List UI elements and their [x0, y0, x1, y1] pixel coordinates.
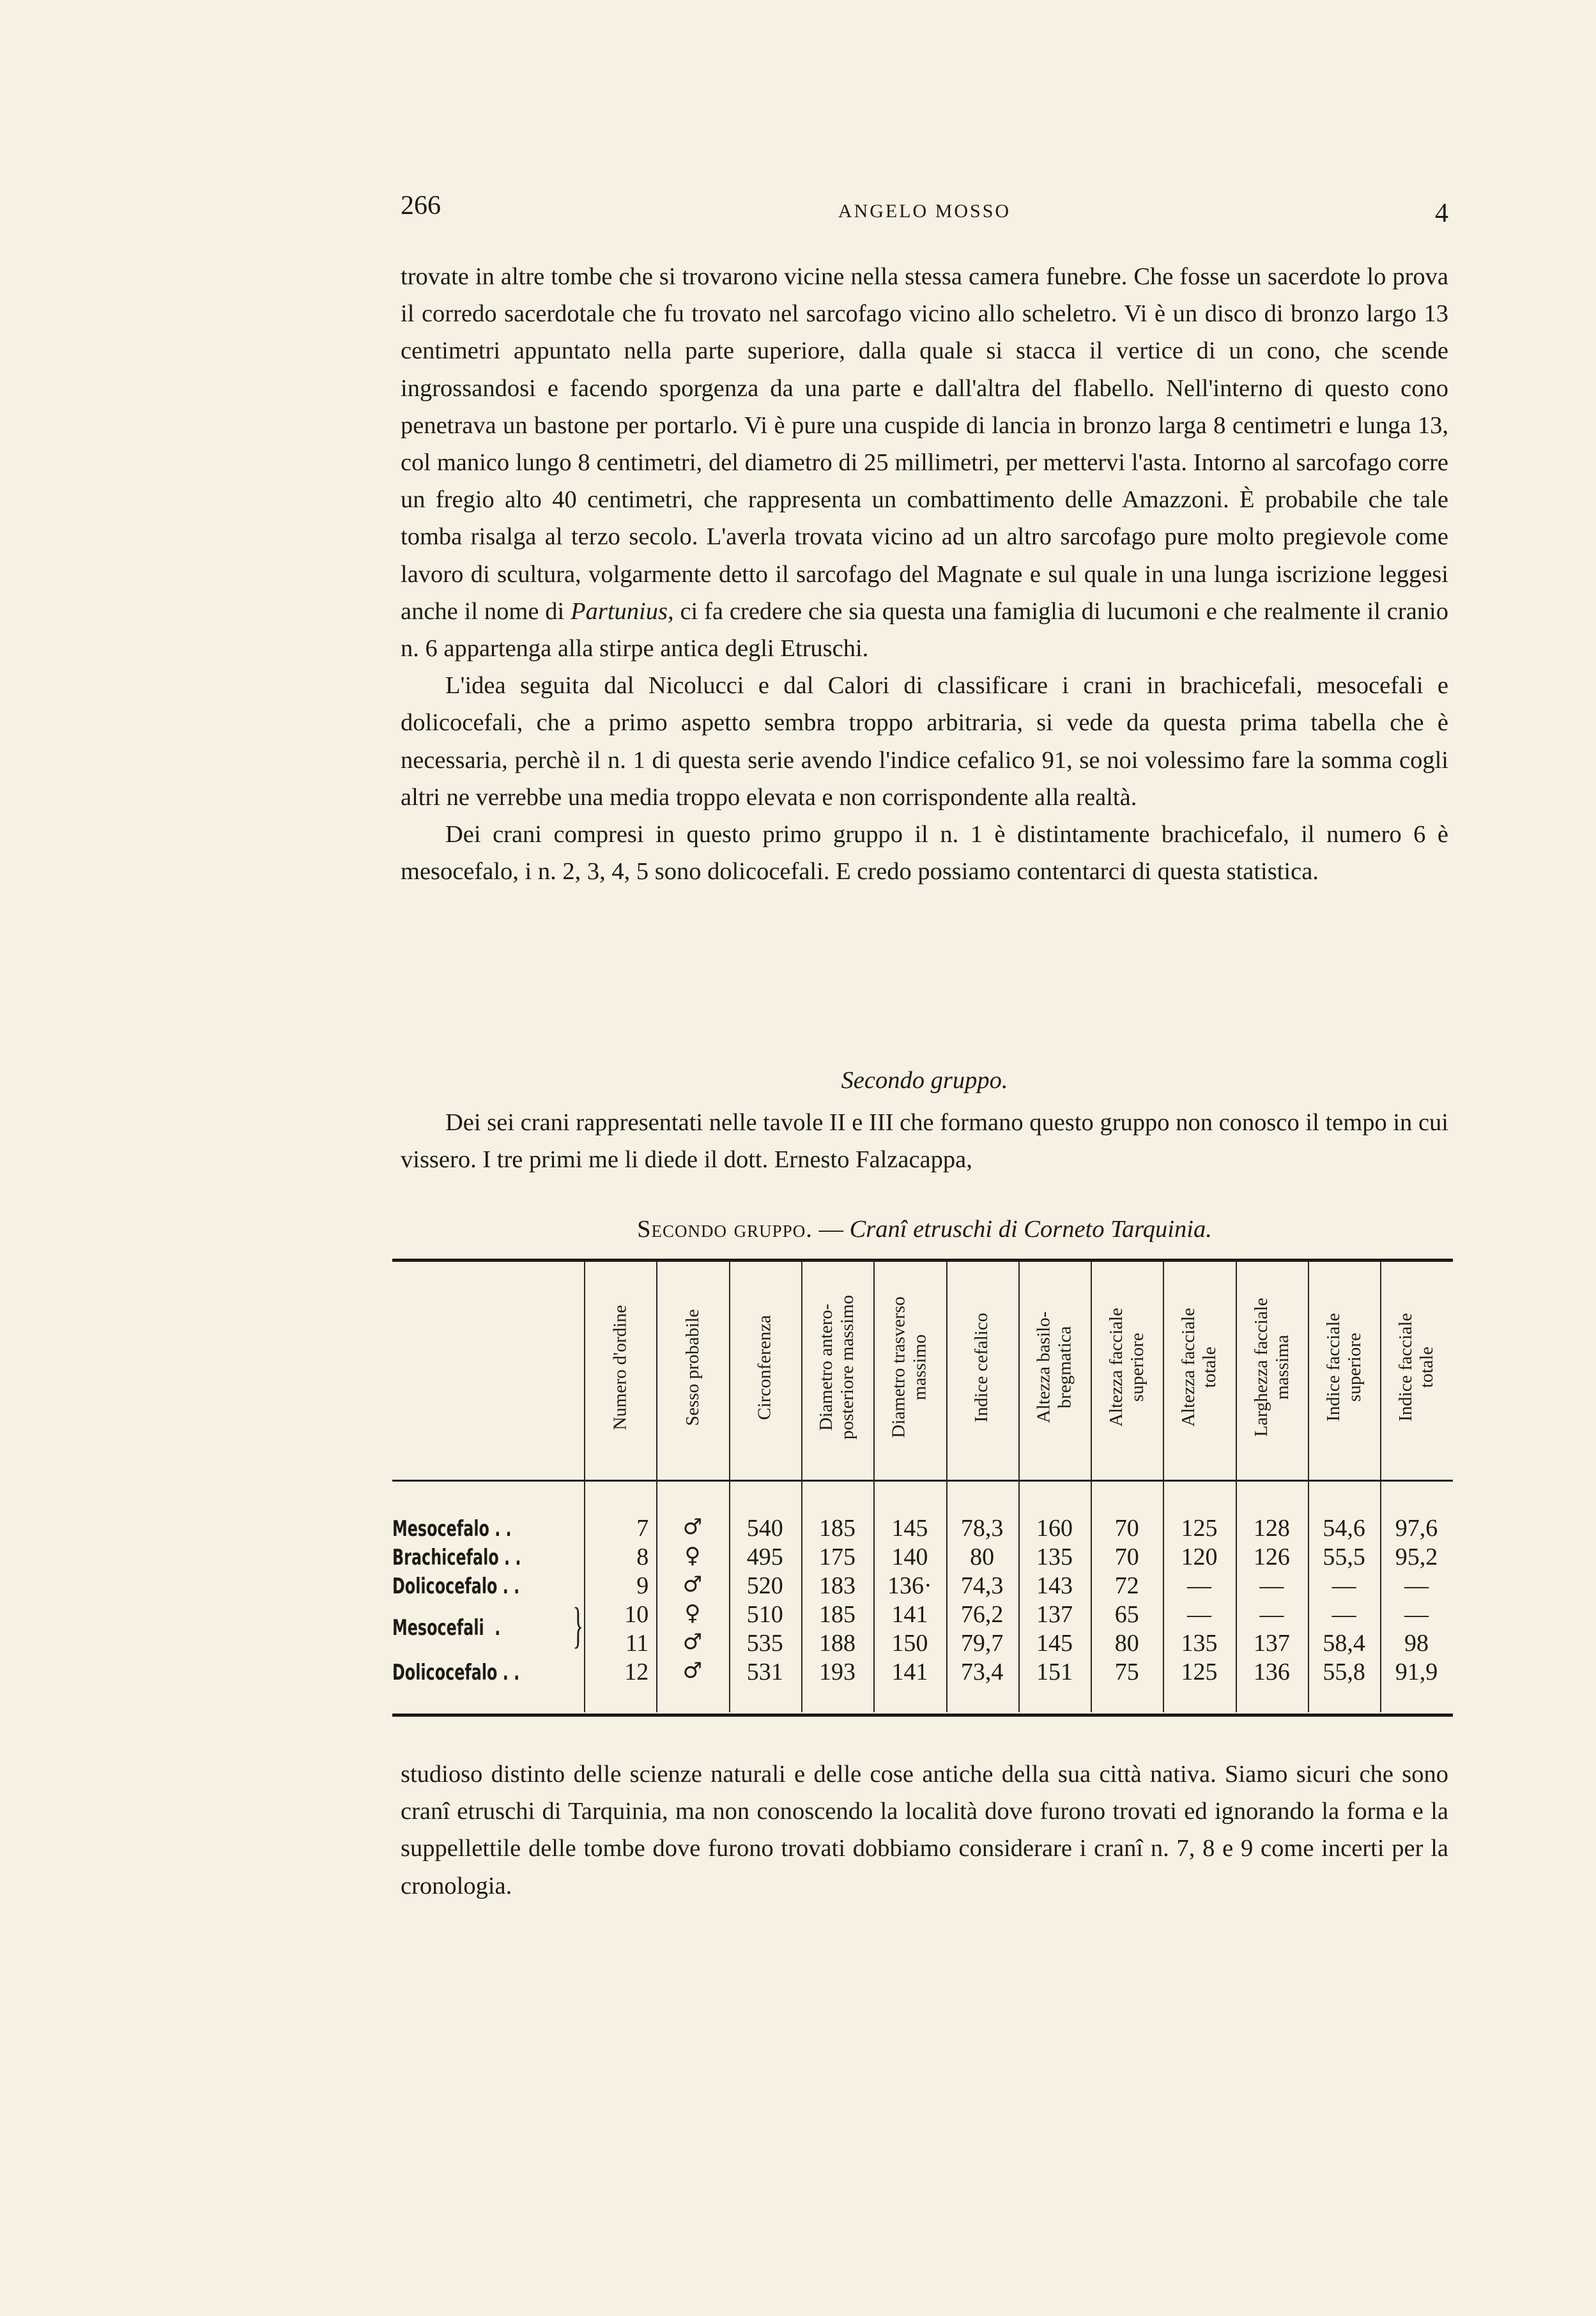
table-column-header: Indice facciale superiore: [1323, 1313, 1365, 1422]
body-text-top: [401, 258, 1448, 890]
table-cell: 8: [636, 1544, 649, 1570]
table-cell: 11: [625, 1630, 649, 1657]
table-cell: 141: [891, 1601, 928, 1628]
table-cell: 120: [1181, 1544, 1218, 1570]
table-cell: 185: [819, 1515, 856, 1542]
table-cell: 510: [746, 1601, 783, 1628]
paragraph: trovate in altre tombe che si trovarono vicine nella stessa camera funebre. Che fosse un sacerdote lo prova il corredo sacerdotale che fu trovato nel sarcofago vicino allo scheletro. Vi è un disco di bronzo largo 13 centimetri appuntato nella parte superiore, dalla quale si stacca il vertice di un cono, che scende ingrossandosi e facendo sporgenza da una parte e dall'altra del flabello. Nell'interno di questo cono penetrava un bastone per portarlo. Vi è pure una cuspide di lancia in bronzo larga 8 centimetri e lunga 13, col manico lungo 8 centimetri, del diametro di 25 millimetri, per mettervi l'asta. Intorno al sarcofago corre un fregio alto 40 centimetri, che rappresenta un combattimento delle Amazzoni. È probabile che tale tomba risalga al terzo secolo. L'averla trovata vicino ad un altro sarcofago pure molto pregievole come lavoro di scultura, volgarmente detto il sarcofago del Magnate e sul quale in una lunga iscrizione leggesi anche il nome di Partunius, ci fa credere che sia questa una famiglia di lucumoni e che realmente il cranio n. 6 appartenga alla stirpe antica degli Etruschi.: [401, 263, 1448, 663]
table-column-header: Indice facciale totale: [1395, 1313, 1437, 1422]
table-cell: 70: [1114, 1544, 1139, 1570]
table-cell: —: [1259, 1572, 1284, 1599]
page-header: [401, 190, 1448, 229]
table-cell: 91,9: [1395, 1659, 1438, 1685]
table-cell: —: [1404, 1601, 1429, 1628]
table-rule-bottom: [392, 1714, 1453, 1717]
italic-name: Partunius,: [571, 597, 674, 625]
table-column-header: Circonferenza: [754, 1314, 775, 1420]
table-rule-header: [392, 1480, 1453, 1482]
caption-title: Cranî etruschi di Corneto Tarquinia.: [849, 1216, 1212, 1243]
table-cell: ♀: [684, 1600, 701, 1626]
table-cell: 540: [746, 1515, 783, 1542]
table-cell: ♂: [682, 1629, 703, 1655]
table-column-header: Numero d'ordine: [610, 1304, 631, 1430]
table-cell: 80: [970, 1544, 995, 1570]
table-cell: 175: [819, 1544, 856, 1570]
table-cell: —: [1331, 1572, 1356, 1599]
body-text-mid: [401, 1104, 1448, 1178]
table-cell: 9: [636, 1572, 649, 1599]
table-cell: 74,3: [960, 1572, 1004, 1599]
table-cell: 135: [1036, 1544, 1073, 1570]
table-column-header: Altezza basilo- bregmatica: [1033, 1311, 1075, 1423]
table-cell: 78,3: [960, 1515, 1004, 1542]
table-cell: 143: [1036, 1572, 1073, 1599]
table-cell: 65: [1114, 1601, 1139, 1628]
table-row-label: Dolicocefalo . .: [392, 1574, 520, 1599]
table-cell: 128: [1253, 1515, 1290, 1542]
table-cell: —: [1259, 1601, 1284, 1628]
table-cell: ♀: [684, 1543, 701, 1568]
table-cell: 125: [1181, 1659, 1218, 1685]
table-cell: 72: [1114, 1572, 1139, 1599]
table-cell: 137: [1036, 1601, 1073, 1628]
table-cell: 140: [891, 1544, 928, 1570]
table-cell: —: [1187, 1572, 1212, 1599]
table-rule-top: [392, 1259, 1453, 1262]
table-column-header: Sesso probabile: [682, 1308, 703, 1426]
table-cell: 495: [746, 1544, 783, 1570]
table-cell: 160: [1036, 1515, 1073, 1542]
table-row-label: Mesocefali .: [392, 1615, 501, 1641]
table-cell: 125: [1181, 1515, 1218, 1542]
table-cell: —: [1331, 1601, 1356, 1628]
paragraph: Dei crani compresi in questo primo gruppo il n. 1 è distintamente brachicefalo, il numero 6 è mesocefalo, i n. 2, 3, 4, 5 sono dolicocefali. E credo possiamo contentarci di questa statistica.: [401, 821, 1448, 886]
table-column-header: Diametro antero- posteriore massimo: [816, 1294, 858, 1440]
table-cell: 136·: [887, 1572, 932, 1599]
table-cell: 79,7: [960, 1630, 1004, 1657]
table-row-label: Dolicocefalo . .: [392, 1660, 520, 1685]
table-cell: 55,5: [1323, 1544, 1365, 1570]
table-cell: 10: [624, 1601, 649, 1628]
table-cell: 185: [819, 1601, 856, 1628]
table-cell: 12: [624, 1659, 649, 1685]
table-row-label: Brachicefalo . .: [392, 1545, 521, 1570]
table-cell: 137: [1253, 1630, 1290, 1657]
table-cell: 141: [891, 1659, 928, 1685]
table-cell: 135: [1181, 1630, 1218, 1657]
table-cell: 55,8: [1323, 1659, 1365, 1685]
table-column-header: Diametro trasverso massimo: [888, 1296, 930, 1438]
table-column-header: Larghezza facciale massima: [1250, 1298, 1293, 1437]
table-cell: 145: [1036, 1630, 1073, 1657]
table-row-label: Mesocefalo . .: [392, 1516, 512, 1542]
table-cell: —: [1404, 1572, 1429, 1599]
table-cell: 54,6: [1323, 1515, 1365, 1542]
paragraph: Dei sei crani rappresentati nelle tavole II e III che formano questo gruppo non conosco il tempo in cui vissero. I tre primi me li diede il dott. Ernesto Falzacappa,: [401, 1109, 1448, 1174]
table-cell: 531: [746, 1659, 783, 1685]
body-text-bottom: [401, 1756, 1448, 1905]
table-cell: 76,2: [960, 1601, 1004, 1628]
table-cell: 98: [1404, 1630, 1429, 1657]
section-subheading: Secondo gruppo.: [841, 1067, 1008, 1094]
table-cell: ♂: [682, 1572, 703, 1597]
table-cell: 151: [1036, 1659, 1073, 1685]
table-cell: 75: [1114, 1659, 1139, 1685]
caption-dash: —: [818, 1216, 843, 1243]
paragraph: L'idea seguita dal Nicolucci e dal Calori di classificare i crani in brachicefali, mesocefali e dolicocefali, che a primo aspetto sembra troppo arbitraria, si vede da questa prima tabella che è necessaria, perchè il n. 1 di questa serie avendo l'indice cefalico 91, se noi volessimo fare la somma cogli altri ne verrebbe una media troppo elevata e non corrispondente alla realtà.: [401, 672, 1448, 811]
table-cell: —: [1187, 1601, 1212, 1628]
table-cell: 58,4: [1323, 1630, 1365, 1657]
table-cell: 136: [1253, 1659, 1290, 1685]
measurements-table: [392, 1259, 1453, 1725]
table-cell: 80: [1114, 1630, 1139, 1657]
table-caption: [401, 1215, 1448, 1243]
table-cell: 535: [746, 1630, 783, 1657]
table-cell: 150: [891, 1630, 928, 1657]
table-cell: 520: [746, 1572, 783, 1599]
table-cell: ♂: [682, 1658, 703, 1683]
table-cell: 97,6: [1395, 1515, 1438, 1542]
paragraph: studioso distinto delle scienze naturali e delle cose antiche della sua città nativa. Siamo sicuri che sono cranî etruschi di Tarquinia, ma non conoscendo la località dove furono trovati ed ignorando la forma e la suppellettile delle tombe dove furono trovati dobbiamo considerare i cranî n. 7, 8 e 9 come incerti per la cronologia.: [401, 1761, 1448, 1899]
table-cell: 145: [891, 1515, 928, 1542]
table-cell: 126: [1253, 1544, 1290, 1570]
table-cell: ♂: [682, 1514, 703, 1540]
caption-label: Secondo gruppo.: [637, 1216, 813, 1243]
table-column-header: Altezza facciale totale: [1178, 1308, 1220, 1427]
page-number: 266: [401, 191, 441, 220]
table-cell: 183: [819, 1572, 856, 1599]
running-title: ANGELO MOSSO: [838, 201, 1011, 222]
table-cell: 73,4: [960, 1659, 1004, 1685]
section-number: 4: [1435, 199, 1448, 228]
table-cell: 95,2: [1395, 1544, 1438, 1570]
table-cell: 188: [819, 1630, 856, 1657]
table-column-header: Altezza facciale superiore: [1105, 1308, 1147, 1427]
table-cell: 7: [636, 1515, 649, 1542]
table-cell: 70: [1114, 1515, 1139, 1542]
row-group-brace: {: [572, 1597, 584, 1653]
table-cell: 193: [819, 1659, 856, 1685]
table-column-header: Indice cefalico: [971, 1312, 992, 1422]
